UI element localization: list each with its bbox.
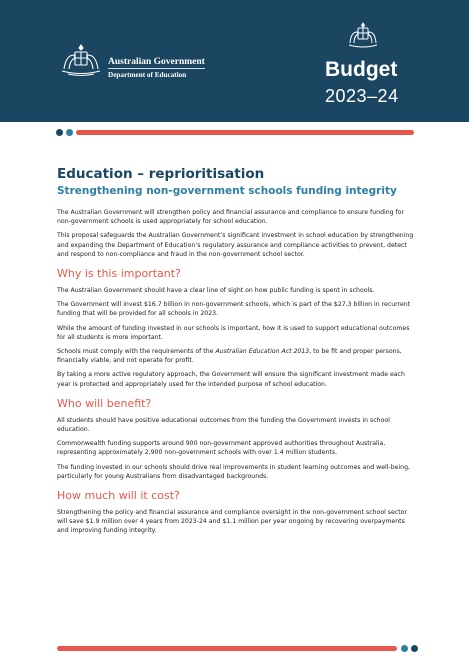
page-title: Education – reprioritisation: [57, 166, 265, 182]
page-subtitle: Strengthening non-government schools funding integrity: [57, 185, 397, 197]
section-heading-benefit: Who will benefit?: [57, 396, 152, 410]
why-paragraph: While the amount of funding invested in our schools is important, how it is used to support educational outcomes for all students is more important.: [57, 324, 410, 341]
department-name: Department of Education: [108, 68, 205, 80]
benefit-paragraph: All students should have positive educational outcomes from the funding the Government invests in school education.: [57, 416, 390, 434]
budget-coat-of-arms-icon: [345, 22, 381, 49]
divider-dot-icon: [56, 129, 63, 136]
header-banner: [0, 0, 469, 122]
divider-dot-icon: [66, 129, 73, 136]
benefit-paragraph: Commonwealth funding supports around 900 non-government approved authorities throughout Australia, representing approximately 2,900 non-government schools with over 1.4 million students.: [57, 440, 386, 457]
why-paragraph: [57, 347, 415, 365]
section-heading-cost: How much will it cost?: [57, 489, 180, 503]
why-paragraph: The Australian Government should have a clear line of sight on how public funding is spent in schools.: [57, 287, 375, 295]
divider-line: [57, 646, 397, 651]
government-logo-text: [108, 56, 205, 80]
intro-paragraph: The Australian Government will strengthen policy and financial assurance and compliance to ensure funding for non-government schools is used appropriately for school education.: [57, 209, 405, 226]
text-span: Schools must comply with the requirements of the: [57, 348, 216, 356]
budget-title: Budget: [325, 58, 398, 81]
divider-dot-icon: [401, 645, 408, 652]
main-content: [57, 166, 415, 541]
benefit-paragraph: The funding invested in our schools should drive real improvements in student learning outcomes and well-being, particularly for young Australians from disadvantaged backgrounds.: [57, 463, 410, 480]
budget-year: 2023–24: [325, 86, 399, 106]
bottom-divider: [0, 644, 469, 654]
cost-paragraph: Strengthening the policy and financial assurance and compliance oversight in the non-government school sector will save $1.9 million over 4 years from 2023-24 and $1.1 million per year ongoing by recovering overpayments and improving funding integrity.: [57, 509, 407, 535]
why-paragraph: The Government will invest $16.7 billion in non-government schools, which is part of the $27.3 billion in recurrent funding that will be provided for all schools in 2023.: [57, 301, 411, 318]
government-name: Australian Government: [108, 57, 205, 67]
text-span: , to be fit and proper persons, financially viable, and not operate for profit.: [57, 348, 402, 365]
section-heading-why: Why is this important?: [57, 267, 181, 281]
divider-line: [76, 130, 414, 135]
why-paragraph: By taking a more active regulatory approach, the Government will ensure the significant investment made each year is protected and appropriately used for the intended purpose of school education.: [57, 371, 405, 388]
divider-dot-icon: [411, 645, 418, 652]
act-name: Australian Education Act 2013: [215, 348, 310, 356]
top-divider: [0, 128, 469, 138]
intro-paragraph: This proposal safeguards the Australian Government’s significant investment in school education by strengthening and expanding the Department of Education’s regulatory assurance and compliance activities to prevent, detect and respond to non-compliance and fraud in the non-government school sector.: [57, 232, 414, 258]
coat-of-arms-icon: [56, 43, 106, 77]
